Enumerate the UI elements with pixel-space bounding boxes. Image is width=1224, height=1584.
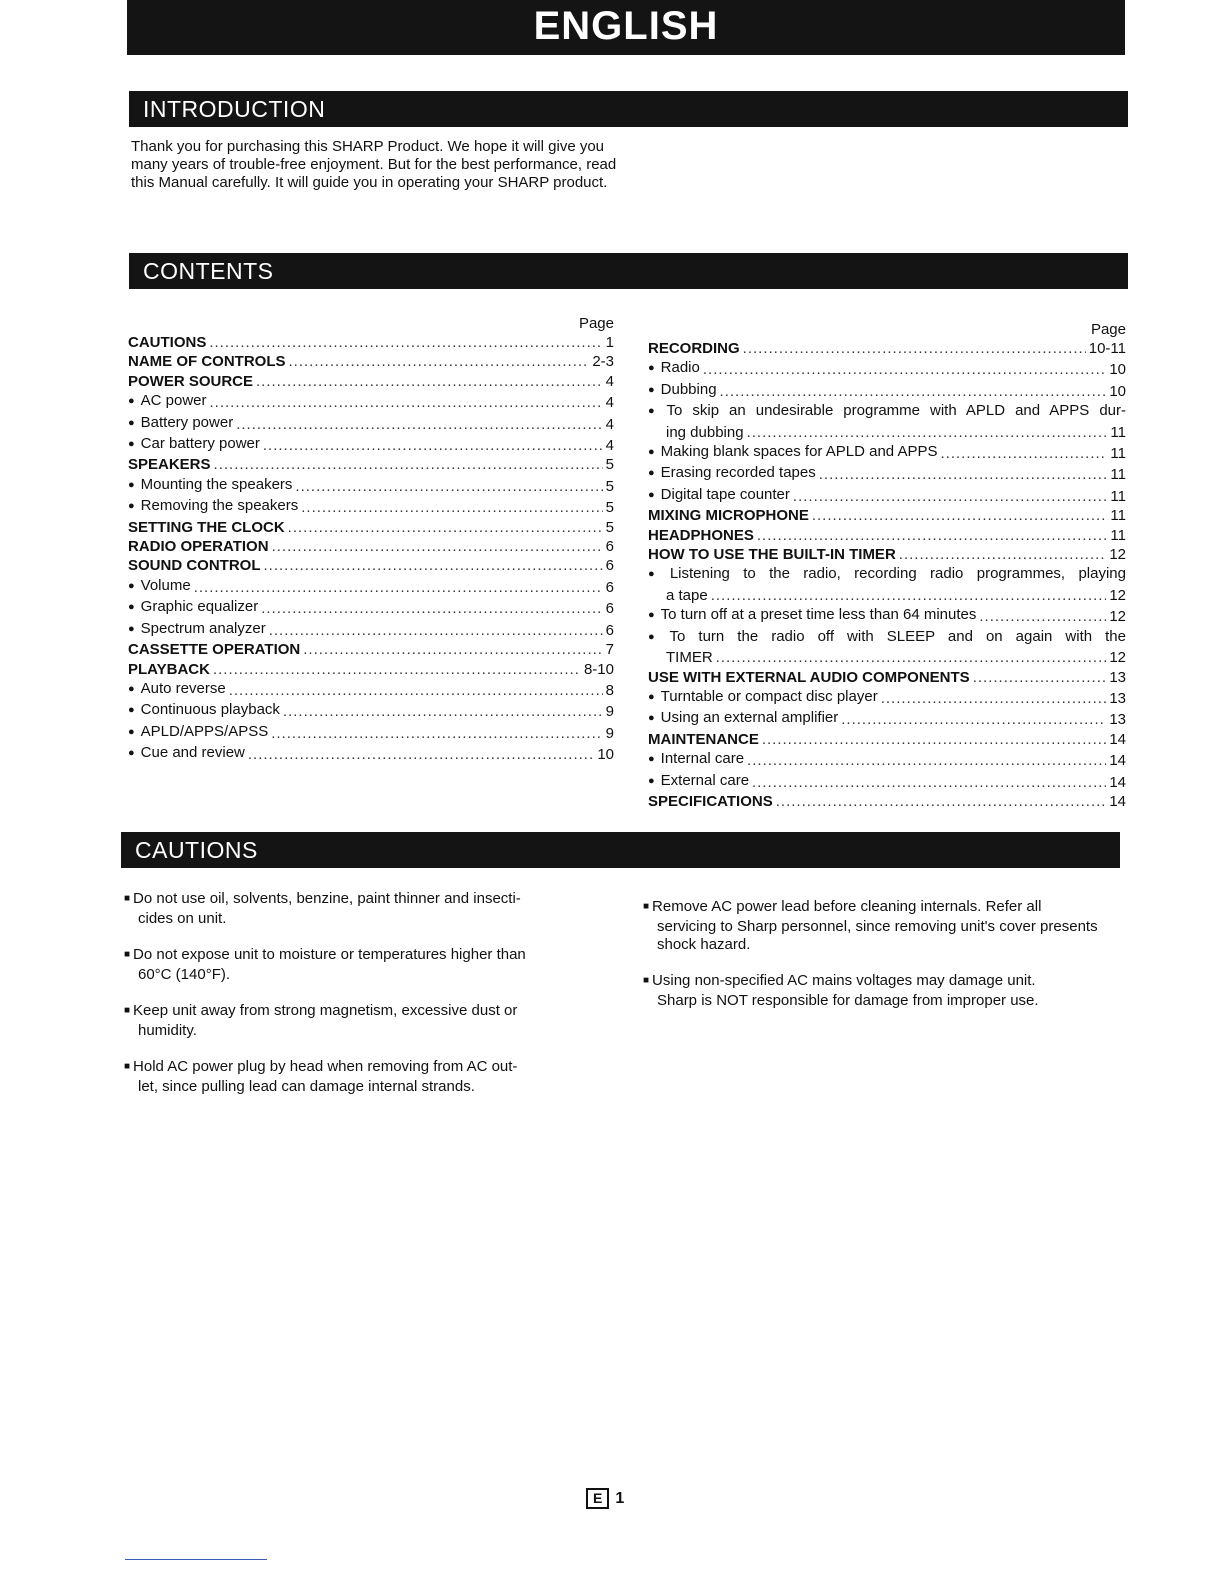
toc-entry-label: ● Mounting the speakers: [128, 475, 292, 496]
toc-entry-label: MIXING MICROPHONE: [648, 507, 809, 525]
toc-entry: [128, 391, 614, 412]
toc-entry-page: 10: [1109, 361, 1126, 379]
caution-text-continued: Sharp is NOT responsible for damage from improper use.: [657, 992, 1039, 1009]
dot-leader: [841, 710, 1106, 729]
toc-entry-label: ● Making blank spaces for APLD and APPS: [648, 442, 937, 463]
toc-entry: [128, 333, 614, 352]
dot-leader: [703, 360, 1106, 379]
caution-text-continued: let, since pulling lead can damage internal strands.: [138, 1078, 475, 1095]
toc-entry-label: ● Removing the speakers: [128, 496, 298, 517]
toc-entry-page: 6: [605, 600, 614, 618]
dot-leader: [295, 477, 602, 496]
toc-entry-label: ● Continuous playback: [128, 700, 280, 721]
contents-right-column: [648, 320, 1126, 811]
toc-entry-label: HEADPHONES: [648, 526, 754, 544]
dot-leader: [793, 487, 1108, 506]
caution-item: [643, 898, 1119, 954]
square-bullet-icon: ■: [124, 949, 131, 960]
toc-entry-label: ● Radio: [648, 358, 700, 379]
dot-leader: [209, 333, 602, 352]
toc-entry-page: 11: [1110, 526, 1126, 544]
page-footer: [586, 1488, 624, 1509]
toc-entry: [648, 545, 1126, 564]
toc-entry: [128, 352, 614, 371]
dot-leader: [289, 352, 590, 371]
toc-entry-label: CASSETTE OPERATION: [128, 641, 301, 659]
dot-leader: [263, 436, 603, 455]
dot-leader: [213, 660, 581, 679]
toc-entry-page: 4: [605, 394, 614, 412]
dot-leader: [248, 745, 594, 764]
toc-entry-label: ● Car battery power: [128, 434, 260, 455]
toc-entry: [648, 627, 1126, 668]
page-column-label: Page: [578, 315, 614, 332]
caution-text: Do not expose unit to moisture or temperatures higher than: [133, 946, 526, 963]
toc-entry: [648, 668, 1126, 687]
caution-item: [124, 946, 606, 984]
footer-rule: [125, 1559, 267, 1560]
toc-entry-label-continued: ing dubbing: [666, 423, 744, 441]
toc-entry: [648, 401, 1126, 442]
dot-leader: [812, 506, 1108, 525]
dot-leader: [757, 526, 1108, 545]
toc-entry-page: 5: [605, 499, 614, 517]
toc-entry-label: ● Volume: [128, 576, 191, 597]
square-bullet-icon: ■: [643, 901, 650, 912]
toc-entry: [648, 708, 1126, 729]
dot-leader: [973, 668, 1107, 687]
toc-entry: [648, 506, 1126, 525]
toc-entry: [648, 485, 1126, 506]
toc-entry-label: ● Erasing recorded tapes: [648, 463, 816, 484]
dot-leader: [194, 578, 603, 597]
toc-entry: [648, 339, 1126, 358]
toc-entry: [128, 743, 614, 764]
toc-entry: [128, 722, 614, 743]
toc-entry-page: 11: [1110, 507, 1126, 525]
toc-entry-page: 10: [1109, 382, 1126, 400]
toc-entry-label-continued: TIMER: [666, 649, 713, 667]
toc-entry-page: 8: [605, 681, 614, 699]
toc-entry-label: ● APLD/APPS/APSS: [128, 722, 268, 743]
caution-text-continued: servicing to Sharp personnel, since removing unit's cover presents shock hazard.: [657, 918, 1098, 953]
caution-text: Using non-specified AC mains voltages may damage unit.: [652, 972, 1036, 989]
toc-entry-page: 2-3: [592, 353, 614, 371]
dot-leader: [720, 382, 1107, 401]
toc-entry-label: ● To skip an undesirable programme with APLD and APPS dur-: [648, 401, 1126, 422]
toc-entry-label: PLAYBACK: [128, 660, 210, 678]
dot-leader: [776, 792, 1107, 811]
toc-entry-page: 5: [605, 456, 614, 474]
contents-heading: CONTENTS: [129, 253, 1128, 289]
toc-entry: [128, 496, 614, 517]
toc-entry-page: 4: [605, 415, 614, 433]
toc-entry-page: 13: [1109, 668, 1126, 686]
dot-leader: [272, 537, 603, 556]
toc-entry-label: SPEAKERS: [128, 456, 211, 474]
toc-entry-page: 11: [1110, 466, 1126, 484]
toc-entry-label: SOUND CONTROL: [128, 557, 261, 575]
toc-entry-label: MAINTENANCE: [648, 730, 759, 748]
toc-entry: [648, 730, 1126, 749]
toc-entry-label: ● AC power: [128, 391, 207, 412]
contents-left-column: [128, 314, 614, 765]
dot-leader: [819, 465, 1108, 484]
dot-leader: [210, 393, 603, 412]
toc-entry-page: 4: [605, 437, 614, 455]
toc-entry-label: ● Listening to the radio, recording radio programmes, playing: [648, 564, 1126, 585]
toc-entry-label: ● To turn off at a preset time less than 64 minutes: [648, 605, 976, 626]
toc-entry-label: ● Using an external amplifier: [648, 708, 838, 729]
toc-entry: [648, 442, 1126, 463]
toc-entry-page: 13: [1109, 711, 1126, 729]
toc-entry-label: ● Auto reverse: [128, 679, 226, 700]
toc-entry-page: 4: [605, 372, 614, 390]
toc-entry-page: 5: [605, 518, 614, 536]
caution-text: Do not use oil, solvents, benzine, paint thinner and insecti-: [133, 890, 521, 907]
toc-entry-label: ● External care: [648, 771, 749, 792]
toc-entry-page: 6: [605, 578, 614, 596]
toc-entry-page: 12: [1109, 546, 1126, 564]
dot-leader: [288, 518, 603, 537]
toc-entry: [128, 700, 614, 721]
toc-entry-page: 10: [597, 746, 614, 764]
toc-entry: [648, 358, 1126, 379]
toc-entry-label: ● Battery power: [128, 413, 233, 434]
caution-text-continued: cides on unit.: [138, 910, 227, 927]
caution-item: [643, 972, 1119, 1010]
toc-entry-page: 14: [1109, 792, 1126, 810]
dot-leader: [269, 621, 603, 640]
toc-entry-label: RECORDING: [648, 340, 740, 357]
toc-entry: [648, 526, 1126, 545]
toc-entry-page: 6: [605, 621, 614, 639]
dot-leader: [899, 545, 1107, 564]
toc-entry-label: ● Graphic equalizer: [128, 597, 258, 618]
square-bullet-icon: ■: [124, 893, 131, 904]
toc-entry: [128, 556, 614, 575]
dot-leader: [283, 702, 603, 721]
caution-item: [124, 890, 606, 928]
toc-entry: [128, 597, 614, 618]
toc-entry-label: USE WITH EXTERNAL AUDIO COMPONENTS: [648, 668, 970, 686]
cautions-heading: CAUTIONS: [121, 832, 1120, 868]
toc-entry-label: ● Internal care: [648, 749, 744, 770]
language-banner: ENGLISH: [127, 0, 1125, 55]
square-bullet-icon: ■: [124, 1061, 131, 1072]
dot-leader: [881, 689, 1107, 708]
dot-leader: [752, 773, 1106, 792]
toc-entry: [128, 518, 614, 537]
introduction-heading: INTRODUCTION: [129, 91, 1128, 127]
toc-entry: [648, 564, 1126, 605]
toc-entry: [128, 660, 614, 679]
toc-entry-page: 11: [1110, 487, 1126, 505]
dot-leader: [256, 372, 603, 391]
dot-leader: [747, 423, 1108, 442]
dot-leader: [264, 556, 603, 575]
page-column-label: Page: [1090, 321, 1126, 338]
toc-entry-page: 1: [605, 334, 614, 351]
toc-entry-page: 5: [605, 477, 614, 495]
toc-entry-page: 6: [605, 557, 614, 575]
square-bullet-icon: ■: [643, 975, 650, 986]
toc-entry-label: ● To turn the radio off with SLEEP and on again with the: [648, 627, 1126, 648]
toc-entry-label: RADIO OPERATION: [128, 538, 269, 556]
toc-entry: [128, 455, 614, 474]
dot-leader: [229, 681, 603, 700]
toc-entry: [128, 475, 614, 496]
toc-entry-label: NAME OF CONTROLS: [128, 353, 286, 371]
toc-entry-label: ● Dubbing: [648, 380, 717, 401]
toc-entry-page: 13: [1109, 689, 1126, 707]
toc-entry: [648, 687, 1126, 708]
dot-leader: [743, 339, 1086, 358]
dot-leader: [716, 648, 1107, 667]
toc-entry-label: ● Spectrum analyzer: [128, 619, 266, 640]
toc-entry: [128, 372, 614, 391]
dot-leader: [747, 751, 1106, 770]
toc-entry-page: 12: [1109, 649, 1126, 667]
toc-entry: [648, 463, 1126, 484]
caution-text: Keep unit away from strong magnetism, excessive dust or: [133, 1002, 518, 1019]
toc-entry-page: 14: [1109, 752, 1126, 770]
toc-entry: [128, 679, 614, 700]
introduction-text: Thank you for purchasing this SHARP Product. We hope it will give you many years of trouble-free enjoyment. But for the best performance, read this Manual carefully. It will guide you in operating your SHARP product.: [131, 138, 617, 191]
toc-entry-page: 11: [1110, 445, 1126, 463]
dot-leader: [762, 730, 1106, 749]
caution-item: [124, 1002, 606, 1040]
toc-entry: [648, 749, 1126, 770]
toc-entry-page: 6: [605, 538, 614, 556]
toc-entry-page: 12: [1109, 608, 1126, 626]
caution-text-continued: 60°C (140°F).: [138, 966, 231, 983]
dot-leader: [261, 599, 602, 618]
dot-leader: [940, 444, 1107, 463]
toc-entry: [648, 380, 1126, 401]
toc-entry: [128, 413, 614, 434]
toc-entry: [128, 640, 614, 659]
toc-entry-page: 8-10: [583, 660, 614, 678]
caution-item: [124, 1058, 606, 1096]
dot-leader: [301, 498, 602, 517]
toc-entry-page: 7: [605, 641, 614, 659]
toc-entry-label: ● Digital tape counter: [648, 485, 790, 506]
toc-entry-page: 9: [605, 703, 614, 721]
caution-text: Hold AC power plug by head when removing from AC out-: [133, 1058, 518, 1075]
cautions-left-column: [124, 890, 606, 1114]
toc-entry: [128, 619, 614, 640]
dot-leader: [271, 724, 602, 743]
toc-entry-page: 11: [1110, 423, 1126, 441]
dot-leader: [711, 586, 1107, 605]
dot-leader: [303, 640, 602, 659]
toc-entry: [648, 792, 1126, 811]
toc-entry-label: SPECIFICATIONS: [648, 792, 773, 810]
language-box: E: [586, 1488, 609, 1509]
toc-entry-label: POWER SOURCE: [128, 372, 254, 390]
toc-entry: [648, 605, 1126, 626]
toc-entry: [128, 576, 614, 597]
toc-entry-label: ● Turntable or compact disc player: [648, 687, 878, 708]
toc-entry-label: SETTING THE CLOCK: [128, 518, 285, 536]
toc-entry-label-continued: a tape: [666, 586, 708, 604]
toc-entry-page: 12: [1109, 586, 1126, 604]
toc-entry-page: 14: [1109, 730, 1126, 748]
toc-entry-label: HOW TO USE THE BUILT-IN TIMER: [648, 546, 896, 564]
toc-entry-label: ● Cue and review: [128, 743, 245, 764]
dot-leader: [979, 607, 1106, 626]
toc-entry-label: CAUTIONS: [128, 334, 207, 351]
page-number: 1: [615, 1489, 625, 1507]
cautions-right-column: [643, 898, 1119, 1028]
dot-leader: [236, 415, 602, 434]
caution-text: Remove AC power lead before cleaning internals. Refer all: [652, 898, 1042, 915]
toc-entry-page: 14: [1109, 773, 1126, 791]
toc-entry: [128, 537, 614, 556]
toc-entry: [648, 771, 1126, 792]
dot-leader: [214, 455, 603, 474]
caution-text-continued: humidity.: [138, 1022, 197, 1039]
toc-entry-page: 10-11: [1088, 340, 1126, 357]
toc-entry: [128, 434, 614, 455]
toc-entry-page: 9: [605, 724, 614, 742]
square-bullet-icon: ■: [124, 1005, 131, 1016]
